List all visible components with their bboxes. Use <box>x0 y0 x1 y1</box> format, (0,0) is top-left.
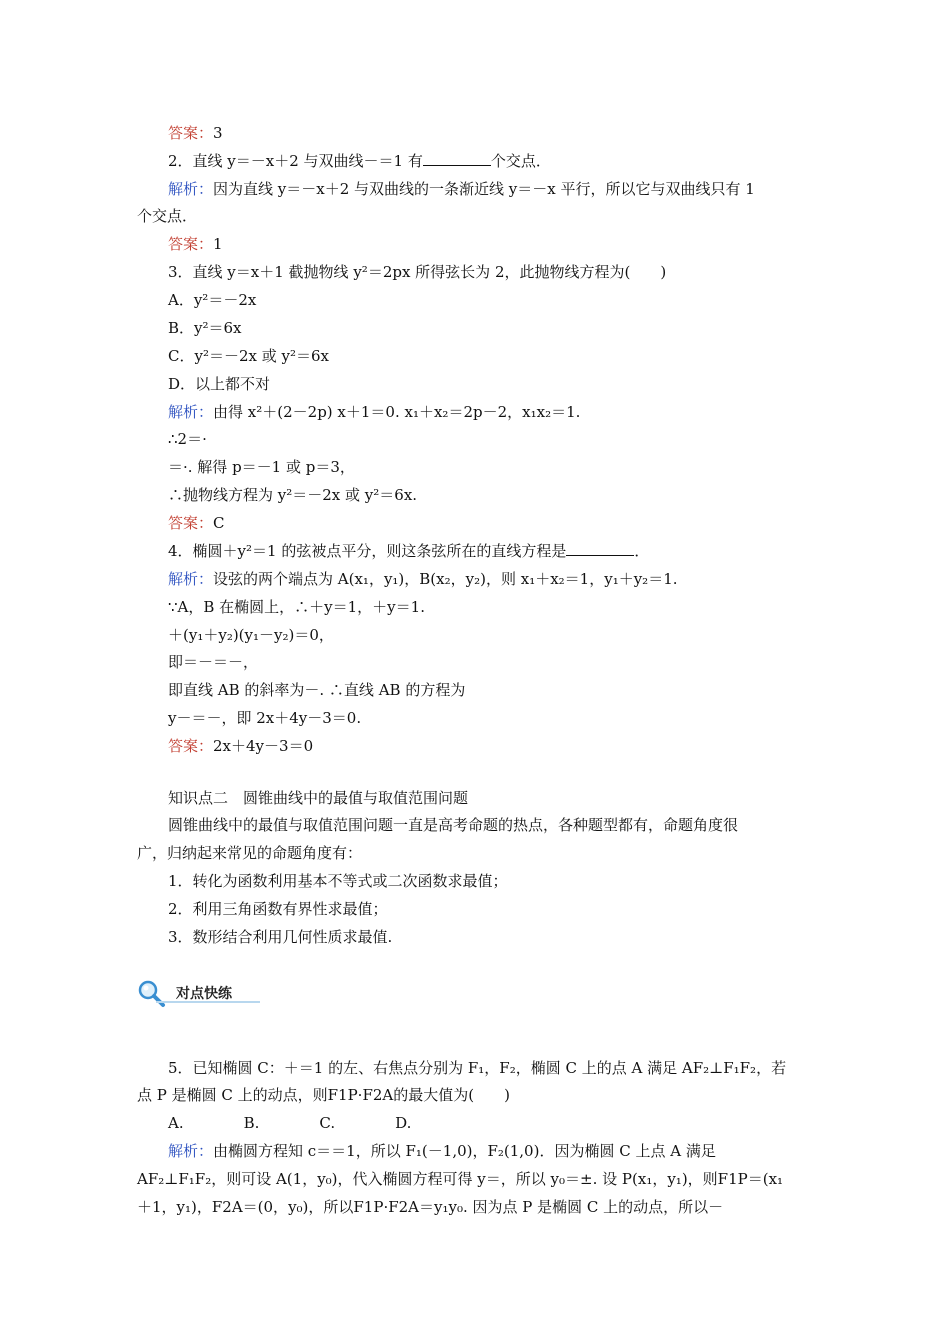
text-line: 3．数形结合利用几何性质求最值. <box>168 928 393 946</box>
answer-label: 答案： <box>168 235 214 253</box>
answer-line: 答案：3 <box>168 124 223 142</box>
question-3: 3．直线 y＝x＋1 截抛物线 y²＝2px 所得弦长为 2，此抛物线方程为( ) <box>168 263 667 281</box>
answer-label: 答案： <box>168 514 214 532</box>
section-heading: 知识点二 圆锥曲线中的最值与取值范围问题 <box>168 789 469 807</box>
answer-label: 答案： <box>168 737 214 755</box>
option-a: A．y²＝－2x <box>168 291 257 309</box>
text-line: 1．转化为函数利用基本不等式或二次函数求最值； <box>168 872 508 890</box>
text-line: 即直线 AB 的斜率为－. ∴直线 AB 的方程为 <box>168 681 466 699</box>
analysis-line: 解析：由得 x²＋(2－2p) x＋1＝0. x₁＋x₂＝2p－2，x₁x₂＝1. <box>168 403 581 421</box>
fill-blank <box>423 151 491 166</box>
text-line: ＋(y₁＋y₂)(y₁－y₂)＝0， <box>168 626 334 644</box>
analysis-label: 解析： <box>168 180 214 198</box>
text-line: y－＝－，即 2x＋4y－3＝0. <box>168 709 362 727</box>
fill-blank <box>566 541 634 556</box>
answer-label: 答案： <box>168 124 214 142</box>
analysis-line: 解析：由椭圆方程知 c＝＝1，所以 F₁(－1,0)，F₂(1,0)．因为椭圆 C 上点 A 满足 <box>168 1142 716 1160</box>
text-line: 2．利用三角函数有界性求最值； <box>168 900 388 918</box>
text-line: 广，归纳起来常见的命题角度有： <box>137 844 363 862</box>
question-5: 5．已知椭圆 C：＋＝1 的左、右焦点分别为 F₁，F₂，椭圆 C 上的点 A 满足 AF₂⊥F₁F₂，若 <box>168 1059 787 1077</box>
analysis-label: 解析： <box>168 1142 214 1160</box>
text-line: ＋1，y₁)，F2A＝(0，y₀)，所以F1P·F2A＝y₁y₀. 因为点 P 是椭圆 C 上的动点，所以－ <box>137 1198 724 1216</box>
options-line: A. B. C. D. <box>168 1114 412 1132</box>
badge-title: 对点快练 <box>176 986 232 1002</box>
option-b: B．y²＝6x <box>168 319 242 337</box>
analysis-label: 解析： <box>168 403 214 421</box>
answer-line: 答案：C <box>168 514 225 532</box>
answer-line: 答案：1 <box>168 235 223 253</box>
text-line: 圆锥曲线中的最值与取值范围问题一直是高考命题的热点，各种题型都有，命题角度很 <box>168 816 739 834</box>
practice-badge <box>136 979 260 1009</box>
answer-line: 答案：2x＋4y－3＝0 <box>168 737 314 755</box>
text-line: ∴抛物线方程为 y²＝－2x 或 y²＝6x. <box>168 486 418 504</box>
option-d: D．以上都不对 <box>168 375 271 393</box>
text-line: ＝·. 解得 p＝－1 或 p＝3， <box>168 458 355 476</box>
analysis-label: 解析： <box>168 570 214 588</box>
text-line: ∴2＝· <box>168 430 207 448</box>
analysis-line: 解析：因为直线 y＝－x＋2 与双曲线的一条渐近线 y＝－x 平行，所以它与双曲线只有 1 <box>168 180 755 198</box>
magnifier-icon <box>136 979 176 1009</box>
text-line: 点 P 是椭圆 C 上的动点，则F1P·F2A的最大值为( ) <box>137 1086 510 1104</box>
question-4: 4．椭圆＋y²＝1 的弦被点平分，则这条弦所在的直线方程是 ． <box>168 542 650 560</box>
text-line: 个交点． <box>137 207 198 225</box>
text-line: ∵A，B 在椭圆上，∴＋y＝1，＋y＝1. <box>168 598 425 616</box>
option-c: C．y²＝－2x 或 y²＝6x <box>168 347 329 365</box>
question-2: 2．直线 y＝－x＋2 与双曲线－＝1 有 个交点． <box>168 152 551 170</box>
text-line: 即＝－＝－， <box>168 653 259 671</box>
analysis-line: 解析：设弦的两个端点为 A(x₁，y₁)，B(x₂，y₂)，则 x₁＋x₂＝1，y₁＋y₂＝1. <box>168 570 678 588</box>
text-line: AF₂⊥F₁F₂，则可设 A(1，y₀)，代入椭圆方程可得 y＝，所以 y₀＝±. 设 P(x₁，y₁)，则F1P＝(x₁ <box>137 1170 784 1188</box>
